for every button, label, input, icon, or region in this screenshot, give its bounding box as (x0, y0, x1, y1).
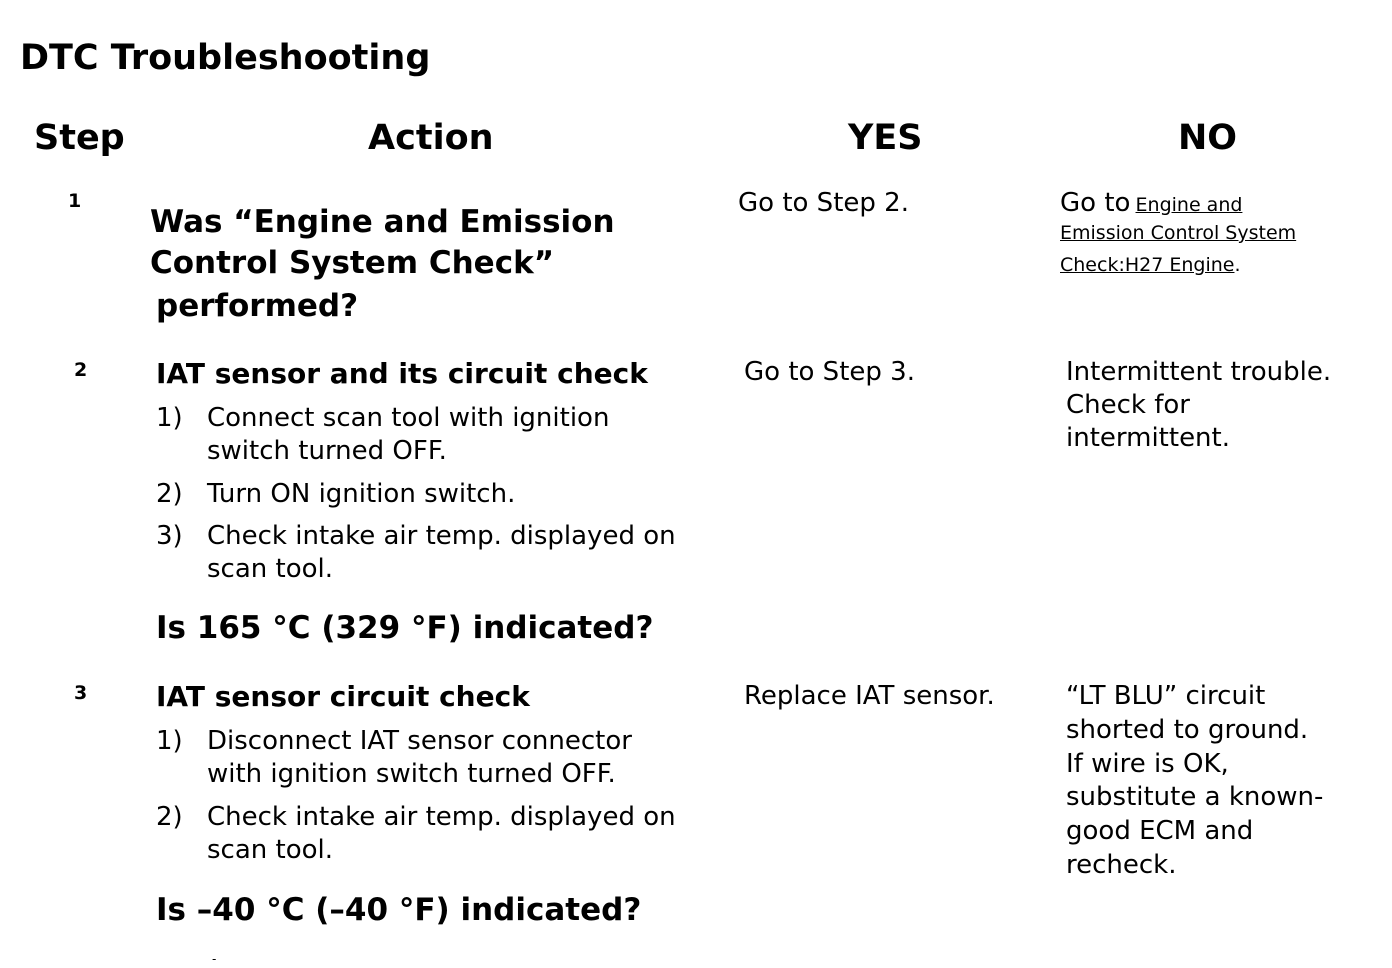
step-2-item-2-num: 2) (156, 479, 183, 509)
step-1-question-line-1: Was “Engine and Emission (150, 204, 615, 240)
step-3-number: 3 (74, 682, 88, 704)
header-action: Action (368, 118, 494, 158)
step-2-item-1 (156, 402, 609, 468)
step-1-no-link-line-1[interactable]: Engine and (1135, 194, 1243, 216)
step-2-no (1066, 356, 1331, 455)
header-no: NO (1178, 118, 1238, 158)
step-2-heading: IAT sensor and its circuit check (156, 357, 648, 390)
step-2-item-3-line-2: scan tool. (207, 554, 334, 584)
step-2-item-1-line-1: Connect scan tool with ignition (207, 403, 610, 433)
step-3-no-line-5: good ECM and (1066, 816, 1254, 847)
step-2-item-3 (156, 520, 676, 586)
step-3-item-1 (156, 725, 632, 791)
step-3-no-line-3: If wire is OK, (1066, 748, 1229, 779)
step-1-number: 1 (68, 190, 82, 212)
step-1-yes: Go to Step 2. (738, 188, 909, 218)
step-2-no-line-2: Check for (1066, 390, 1190, 420)
step-1-no-link-line-3[interactable]: Check:H27 Engine (1060, 254, 1235, 276)
step-1-question-line-2: Control System Check” (150, 245, 555, 281)
step-3-item-2-line-2: scan tool. (207, 835, 334, 865)
step-1-question-line-3: performed? (156, 288, 359, 324)
step-3-question: Is –40 °C (–40 °F) indicated? (156, 892, 642, 928)
step-2-item-1-num: 1) (156, 403, 183, 433)
step-1-no (1060, 187, 1242, 220)
step-1-no-prefix: Go to (1060, 188, 1131, 218)
step-1-no-suffix: . (1234, 254, 1241, 276)
step-2-item-1-line-2: switch turned OFF. (207, 436, 447, 466)
step-1-no-link-line-2[interactable]: Emission Control System (1060, 222, 1297, 244)
step-3-yes: Replace IAT sensor. (744, 681, 995, 711)
step-2-item-3-num: 3) (156, 521, 183, 551)
page-title: DTC Troubleshooting (20, 38, 431, 78)
header-yes: YES (848, 118, 923, 158)
step-2-item-3-line-1: Check intake air temp. displayed on (207, 521, 676, 551)
step-3-item-2-num: 2) (156, 802, 183, 832)
step-2-item-2-line-1: Turn ON ignition switch. (207, 479, 516, 509)
step-3-item-1-line-2: with ignition switch turned OFF. (207, 759, 616, 789)
step-2-number: 2 (74, 359, 88, 381)
step-2-item-2 (156, 478, 515, 511)
step-3-no-line-2: shorted to ground. (1066, 714, 1309, 745)
header-step: Step (34, 118, 125, 158)
step-3-heading: IAT sensor circuit check (156, 680, 530, 713)
step-3-no-line-1: “LT BLU” circuit (1066, 681, 1266, 711)
step-3-no-line-4: substitute a known- (1066, 782, 1324, 813)
step-3-item-1-line-1: Disconnect IAT sensor connector (207, 726, 632, 756)
footer-mark: - (212, 952, 217, 966)
step-2-no-line-3: intermittent. (1066, 423, 1230, 453)
step-1-no-line-3 (1060, 254, 1241, 276)
step-2-yes: Go to Step 3. (744, 357, 915, 387)
step-3-no (1066, 680, 1323, 883)
step-3-item-2-line-1: Check intake air temp. displayed on (207, 802, 676, 832)
step-3-item-2 (156, 801, 676, 867)
step-3-item-1-num: 1) (156, 726, 183, 756)
step-3-no-line-6: recheck. (1066, 849, 1177, 880)
step-2-question: Is 165 °C (329 °F) indicated? (156, 610, 654, 646)
step-2-no-line-1: Intermittent trouble. (1066, 357, 1332, 387)
